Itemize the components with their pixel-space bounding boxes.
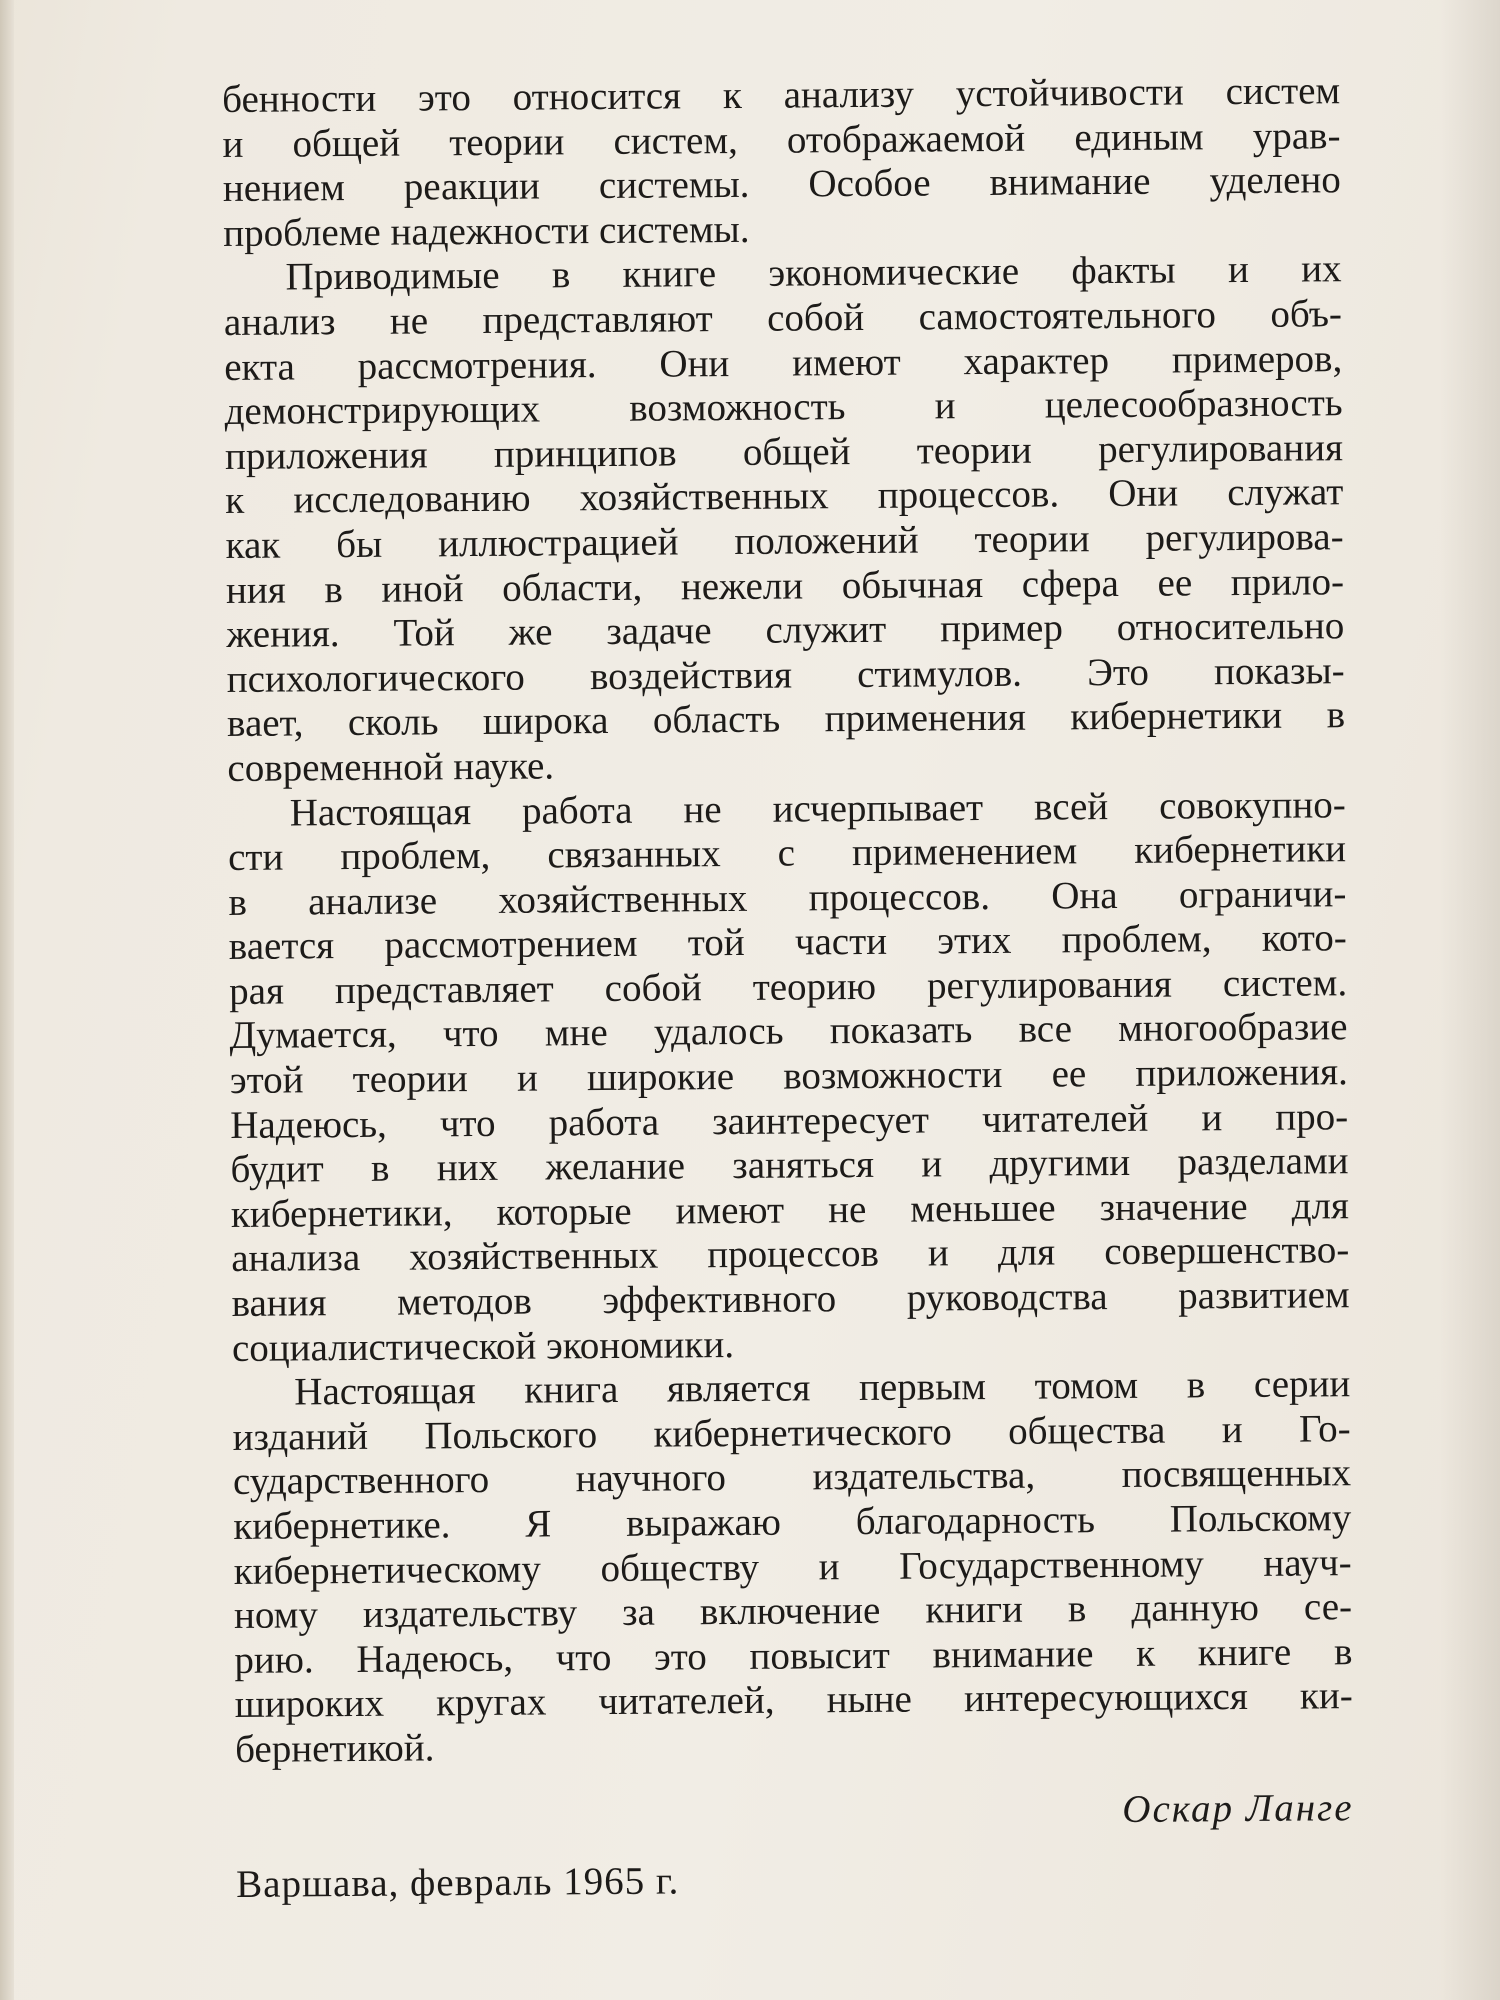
text-line: рию. Надеюсь, что это повысит внимание к книге в [234,1629,1353,1682]
text-line: ному издательству за включение книги в данную се- [233,1585,1353,1638]
page-text [222,69,1354,1907]
text-line: современной науке. [227,744,555,790]
text-line: сударственного научного издательства, посвященных [232,1451,1352,1504]
text-line: анализ не представляют собой самостоятельного объ- [223,292,1343,344]
text-line: Настоящая книга является первым томом в серии [294,1362,1351,1414]
text-line: будит в них желание заняться и другими разделами [230,1139,1349,1192]
text-line: в анализе хозяйственных процессов. Она ограничи- [228,871,1347,924]
text-line: вания методов эффективного руководства развитием [231,1273,1350,1325]
text-line: вает, сколь широка область применения кибернетики в [226,693,1346,746]
text-line: рая представляет собой теорию регулирования систем. [229,961,1348,1013]
paragraph-1 [222,69,1341,256]
text-line: нением реакции системы. Особое внимание уделено [222,158,1342,211]
paragraph-4 [232,1362,1353,1772]
text-line: кибернетики, которые имеют не меньшее значение для [230,1184,1350,1236]
text-line: анализа хозяйственных процессов и для совершенство- [231,1228,1350,1281]
author-signature: Оскар Ланге [1122,1785,1354,1831]
text-line: этой теории и широкие возможности ее приложения. [229,1050,1349,1103]
text-line: приложения принципов общей теории регулирования [224,425,1344,478]
page-edge-shadow [1440,0,1500,2000]
text-line: жения. Той же задаче служит пример относительно [226,604,1345,657]
text-line: как бы иллюстрацией положений теории регулирова- [225,515,1344,567]
text-line: демонстрирующих возможность и целесообразность [224,381,1343,434]
text-line: бенности это относится к анализу устойчивости систем [222,69,1341,121]
text-line: изданий Польского кибернетического общества и Го- [232,1406,1351,1459]
paragraph-3 [228,783,1351,1371]
text-line: социалистической экономики. [231,1322,735,1370]
text-line: ния в иной области, нежели обычная сфера ее прило- [225,559,1345,612]
text-line: широких кругах читателей, ныне интересующихся ки- [234,1674,1353,1727]
text-line: Думается, что мне удалось показать все многообразие [229,1005,1348,1058]
paragraph-2 [223,248,1345,792]
place-and-date: Варшава, февраль 1965 г. [236,1859,680,1907]
text-line: сти проблем, связанных с применением кибернетики [227,827,1347,880]
text-line: Приводимые в книге экономические факты и их [285,247,1342,299]
text-line: и общей теории систем, отображаемой единым урав- [222,113,1341,166]
text-line: бернетикой. [234,1726,435,1771]
text-line: кибернетическому обществу и Государственному науч- [233,1540,1352,1593]
text-line: Надеюсь, что работа заинтересует читателей и про- [230,1094,1349,1147]
text-line: вается рассмотрением той части этих проблем, кото- [228,916,1347,969]
text-line: Настоящая работа не исчерпывает всей совокупно- [289,782,1346,834]
text-line: психологического воздействия стимулов. Это показы- [226,648,1345,701]
text-line: проблеме надежности системы. [223,207,750,255]
page-gutter [0,0,14,2000]
text-line: кибернетике. Я выражаю благодарность Польскому [233,1496,1352,1548]
text-line: екта рассмотрения. Они имеют характер примеров, [224,336,1343,389]
text-line: к исследованию хозяйственных процессов. Они служат [225,470,1344,523]
